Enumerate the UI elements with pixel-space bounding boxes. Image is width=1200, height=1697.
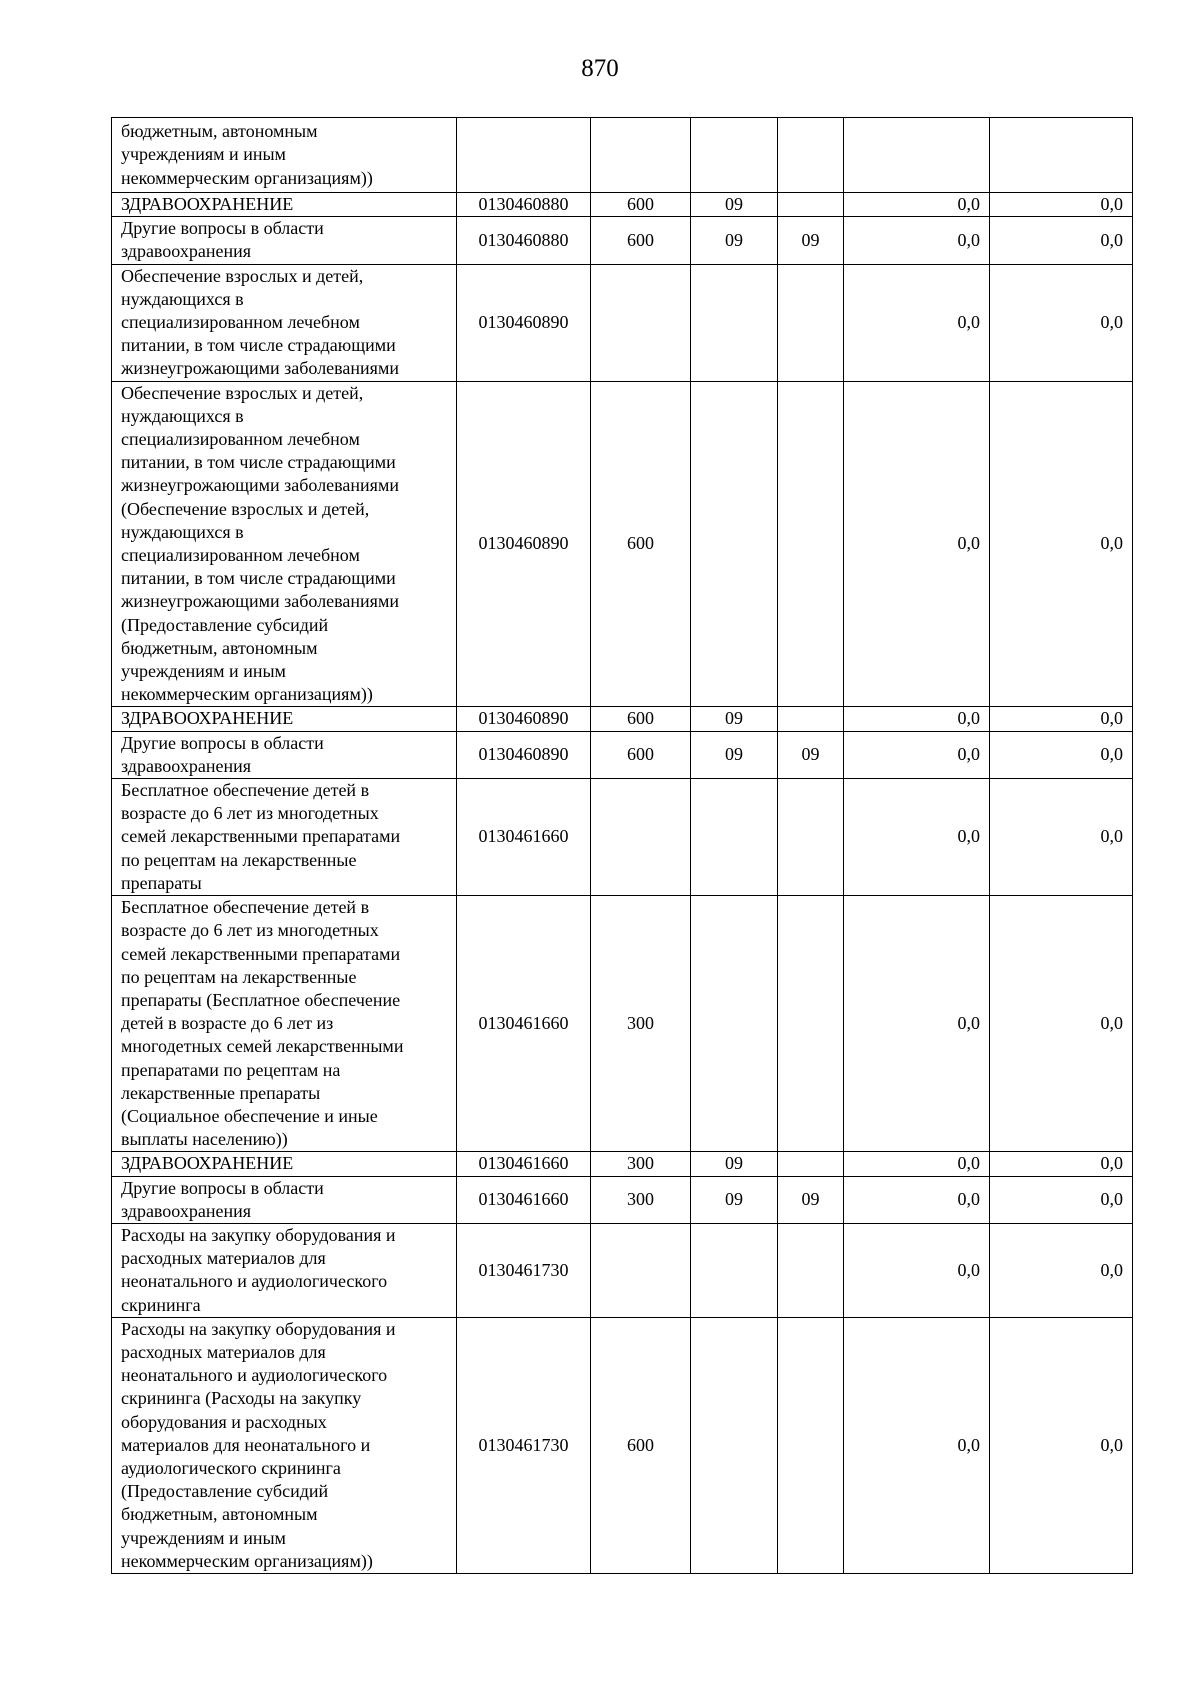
table-body	[112, 118, 1133, 1574]
subsection-cell	[778, 1223, 844, 1317]
row-name-line: Бесплатное обеспечение детей в	[121, 897, 370, 918]
amount-2-cell: 0,0	[990, 731, 1133, 778]
amount-2-cell: 0,0	[990, 896, 1133, 1152]
subsection-cell	[778, 896, 844, 1152]
row-name-line: возрасте до 6 лет из многодетных	[121, 803, 379, 824]
row-name-line: специализированном лечебном	[121, 429, 360, 450]
table-row	[112, 217, 1133, 264]
subsection-cell	[778, 1152, 844, 1176]
section-cell: 09	[691, 193, 778, 217]
expense-type-cell	[591, 1223, 691, 1317]
row-name-cell	[112, 381, 457, 707]
table-row	[112, 731, 1133, 778]
row-name-cell	[112, 217, 457, 264]
subsection-cell: 09	[778, 1176, 844, 1223]
subsection-cell	[778, 118, 844, 193]
row-name-cell	[112, 1223, 457, 1317]
table-row	[112, 264, 1133, 381]
expense-type-cell	[591, 264, 691, 381]
subsection-cell	[778, 707, 844, 731]
amount-1-cell	[844, 118, 990, 193]
subsection-cell: 09	[778, 217, 844, 264]
row-name-line: скрининга	[121, 1294, 201, 1315]
row-name-cell	[112, 193, 457, 217]
row-name-line: препараты	[121, 872, 202, 893]
row-name-line: неонатального и аудиологического	[121, 1365, 388, 1386]
row-name-line: семей лекарственными препаратами	[121, 943, 401, 964]
table-row	[112, 707, 1133, 731]
subsection-cell	[778, 1317, 844, 1573]
row-name-line: бюджетным, автономным	[121, 637, 318, 658]
amount-1-cell: 0,0	[844, 1176, 990, 1223]
row-name-cell	[112, 118, 457, 193]
target-code-cell: 0130460890	[457, 707, 591, 731]
row-name-line: по рецептам на лекарственные	[121, 966, 357, 987]
row-name-line: питании, в том числе страдающими	[121, 452, 396, 473]
amount-1-cell: 0,0	[844, 707, 990, 731]
row-name-cell	[112, 707, 457, 731]
row-name-line: жизнеугрожающими заболеваниями	[121, 591, 399, 612]
amount-1-cell: 0,0	[844, 731, 990, 778]
row-name-line: некоммерческим организациям))	[121, 167, 373, 188]
row-name-line: лекарственные препараты	[121, 1082, 321, 1103]
section-cell	[691, 118, 778, 193]
row-name-line: Бесплатное обеспечение детей в	[121, 780, 370, 801]
target-code-cell: 0130461660	[457, 896, 591, 1152]
section-cell	[691, 896, 778, 1152]
target-code-cell: 0130461660	[457, 1176, 591, 1223]
row-name-line: жизнеугрожающими заболеваниями	[121, 475, 399, 496]
row-name-line: многодетных семей лекарственными	[121, 1036, 404, 1057]
row-name-cell	[112, 1152, 457, 1176]
section-cell: 09	[691, 1152, 778, 1176]
row-name-cell	[112, 264, 457, 381]
row-name-line: выплаты населению))	[121, 1129, 288, 1150]
amount-2-cell	[990, 118, 1133, 193]
row-name-line: неонатального и аудиологического	[121, 1271, 388, 1292]
row-name-line: препараты (Бесплатное обеспечение	[121, 989, 401, 1010]
expense-type-cell: 300	[591, 1176, 691, 1223]
section-cell	[691, 1223, 778, 1317]
amount-1-cell: 0,0	[844, 1152, 990, 1176]
row-name-line: оборудования и расходных	[121, 1411, 327, 1432]
section-cell	[691, 779, 778, 896]
row-name-line: жизнеугрожающими заболеваниями	[121, 358, 399, 379]
table-row	[112, 1176, 1133, 1223]
row-name-line: (Предоставление субсидий	[121, 1481, 329, 1502]
target-code-cell: 0130461730	[457, 1223, 591, 1317]
row-name-line: ЗДРАВООХРАНЕНИЕ	[121, 194, 294, 214]
expense-type-cell: 600	[591, 707, 691, 731]
row-name-line: материалов для неонатального и	[121, 1434, 371, 1455]
section-cell: 09	[691, 731, 778, 778]
row-name-line: бюджетным, автономным	[121, 1504, 318, 1525]
expense-type-cell: 600	[591, 381, 691, 707]
row-name-line: аудиологического скрининга	[121, 1457, 341, 1478]
amount-1-cell: 0,0	[844, 779, 990, 896]
row-name-line: некоммерческим организациям))	[121, 1550, 373, 1571]
subsection-cell	[778, 779, 844, 896]
target-code-cell: 0130460890	[457, 381, 591, 707]
target-code-cell: 0130460890	[457, 731, 591, 778]
row-name-line: нуждающихся в	[121, 288, 244, 309]
section-cell: 09	[691, 217, 778, 264]
row-name-line: здравоохранения	[121, 241, 252, 262]
row-name-line: здравоохранения	[121, 755, 252, 776]
amount-2-cell: 0,0	[990, 1176, 1133, 1223]
row-name-line: Другие вопросы в области	[121, 732, 324, 753]
amount-2-cell: 0,0	[990, 264, 1133, 381]
row-name-line: нуждающихся в	[121, 521, 244, 542]
subsection-cell: 09	[778, 731, 844, 778]
row-name-line: ЗДРАВООХРАНЕНИЕ	[121, 1153, 294, 1174]
target-code-cell	[457, 118, 591, 193]
table-row	[112, 1223, 1133, 1317]
table-row	[112, 896, 1133, 1152]
row-name-line: расходных материалов для	[121, 1248, 326, 1269]
row-name-line: (Социальное обеспечение и иные	[121, 1105, 378, 1126]
section-cell	[691, 264, 778, 381]
expense-type-cell	[591, 779, 691, 896]
expense-type-cell	[591, 118, 691, 193]
row-name-cell	[112, 731, 457, 778]
target-code-cell: 0130461660	[457, 1152, 591, 1176]
amount-2-cell: 0,0	[990, 217, 1133, 264]
subsection-cell	[778, 193, 844, 217]
row-name-line: по рецептам на лекарственные	[121, 849, 357, 870]
expense-type-cell: 300	[591, 896, 691, 1152]
row-name-line: Расходы на закупку оборудования и	[121, 1318, 396, 1339]
amount-2-cell: 0,0	[990, 779, 1133, 896]
row-name-line: учреждениям и иным	[121, 661, 286, 682]
row-name-line: здравоохранения	[121, 1200, 252, 1221]
row-name-line: Расходы на закупку оборудования и	[121, 1224, 396, 1245]
expense-type-cell: 600	[591, 193, 691, 217]
target-code-cell: 0130461660	[457, 779, 591, 896]
row-name-line: бюджетным, автономным	[121, 121, 318, 142]
amount-2-cell: 0,0	[990, 193, 1133, 217]
row-name-line: Другие вопросы в области	[121, 1177, 324, 1198]
amount-2-cell: 0,0	[990, 707, 1133, 731]
amount-1-cell: 0,0	[844, 193, 990, 217]
amount-2-cell: 0,0	[990, 1152, 1133, 1176]
amount-2-cell: 0,0	[990, 1317, 1133, 1573]
row-name-line: специализированном лечебном	[121, 545, 360, 566]
expense-type-cell: 300	[591, 1152, 691, 1176]
row-name-line: Обеспечение взрослых и детей,	[121, 382, 364, 403]
row-name-line: некоммерческим организациям))	[121, 684, 373, 705]
page-number: 870	[581, 55, 619, 82]
expense-type-cell: 600	[591, 217, 691, 264]
section-cell: 09	[691, 707, 778, 731]
row-name-cell	[112, 779, 457, 896]
row-name-line: ЗДРАВООХРАНЕНИЕ	[121, 708, 294, 729]
amount-1-cell: 0,0	[844, 264, 990, 381]
subsection-cell	[778, 381, 844, 707]
row-name-line: семей лекарственными препаратами	[121, 826, 401, 847]
row-name-line: детей в возрасте до 6 лет из	[121, 1013, 334, 1034]
amount-1-cell: 0,0	[844, 381, 990, 707]
table-row	[112, 381, 1133, 707]
target-code-cell: 0130461730	[457, 1317, 591, 1573]
expense-type-cell: 600	[591, 731, 691, 778]
section-cell: 09	[691, 1176, 778, 1223]
amount-1-cell: 0,0	[844, 896, 990, 1152]
row-name-line: возрасте до 6 лет из многодетных	[121, 920, 379, 941]
row-name-line: (Обеспечение взрослых и детей,	[121, 498, 370, 519]
row-name-line: питании, в том числе страдающими	[121, 568, 396, 589]
row-name-line: Обеспечение взрослых и детей,	[121, 265, 364, 286]
target-code-cell: 0130460880	[457, 217, 591, 264]
subsection-cell	[778, 264, 844, 381]
section-cell	[691, 381, 778, 707]
table-row	[112, 779, 1133, 896]
target-code-cell: 0130460880	[457, 193, 591, 217]
row-name-line: специализированном лечебном	[121, 312, 360, 333]
table-row	[112, 118, 1133, 193]
target-code-cell: 0130460890	[457, 264, 591, 381]
row-name-line: учреждениям и иным	[121, 144, 286, 165]
row-name-line: препаратами по рецептам на	[121, 1059, 341, 1080]
amount-2-cell: 0,0	[990, 381, 1133, 707]
amount-1-cell: 0,0	[844, 1223, 990, 1317]
section-cell	[691, 1317, 778, 1573]
row-name-line: нуждающихся в	[121, 405, 244, 426]
table-row	[112, 1317, 1133, 1573]
row-name-line: скрининга (Расходы на закупку	[121, 1388, 362, 1409]
table-row	[112, 193, 1133, 217]
row-name-line: расходных материалов для	[121, 1341, 326, 1362]
expense-type-cell: 600	[591, 1317, 691, 1573]
row-name-line: питании, в том числе страдающими	[121, 335, 396, 356]
row-name-line: (Предоставление субсидий	[121, 614, 329, 635]
amount-1-cell: 0,0	[844, 1317, 990, 1573]
budget-table	[111, 117, 1133, 1574]
row-name-cell	[112, 896, 457, 1152]
table-row	[112, 1152, 1133, 1176]
amount-1-cell: 0,0	[844, 217, 990, 264]
row-name-cell	[112, 1176, 457, 1223]
amount-2-cell: 0,0	[990, 1223, 1133, 1317]
row-name-line: учреждениям и иным	[121, 1527, 286, 1548]
row-name-cell	[112, 1317, 457, 1573]
row-name-line: Другие вопросы в области	[121, 218, 324, 239]
